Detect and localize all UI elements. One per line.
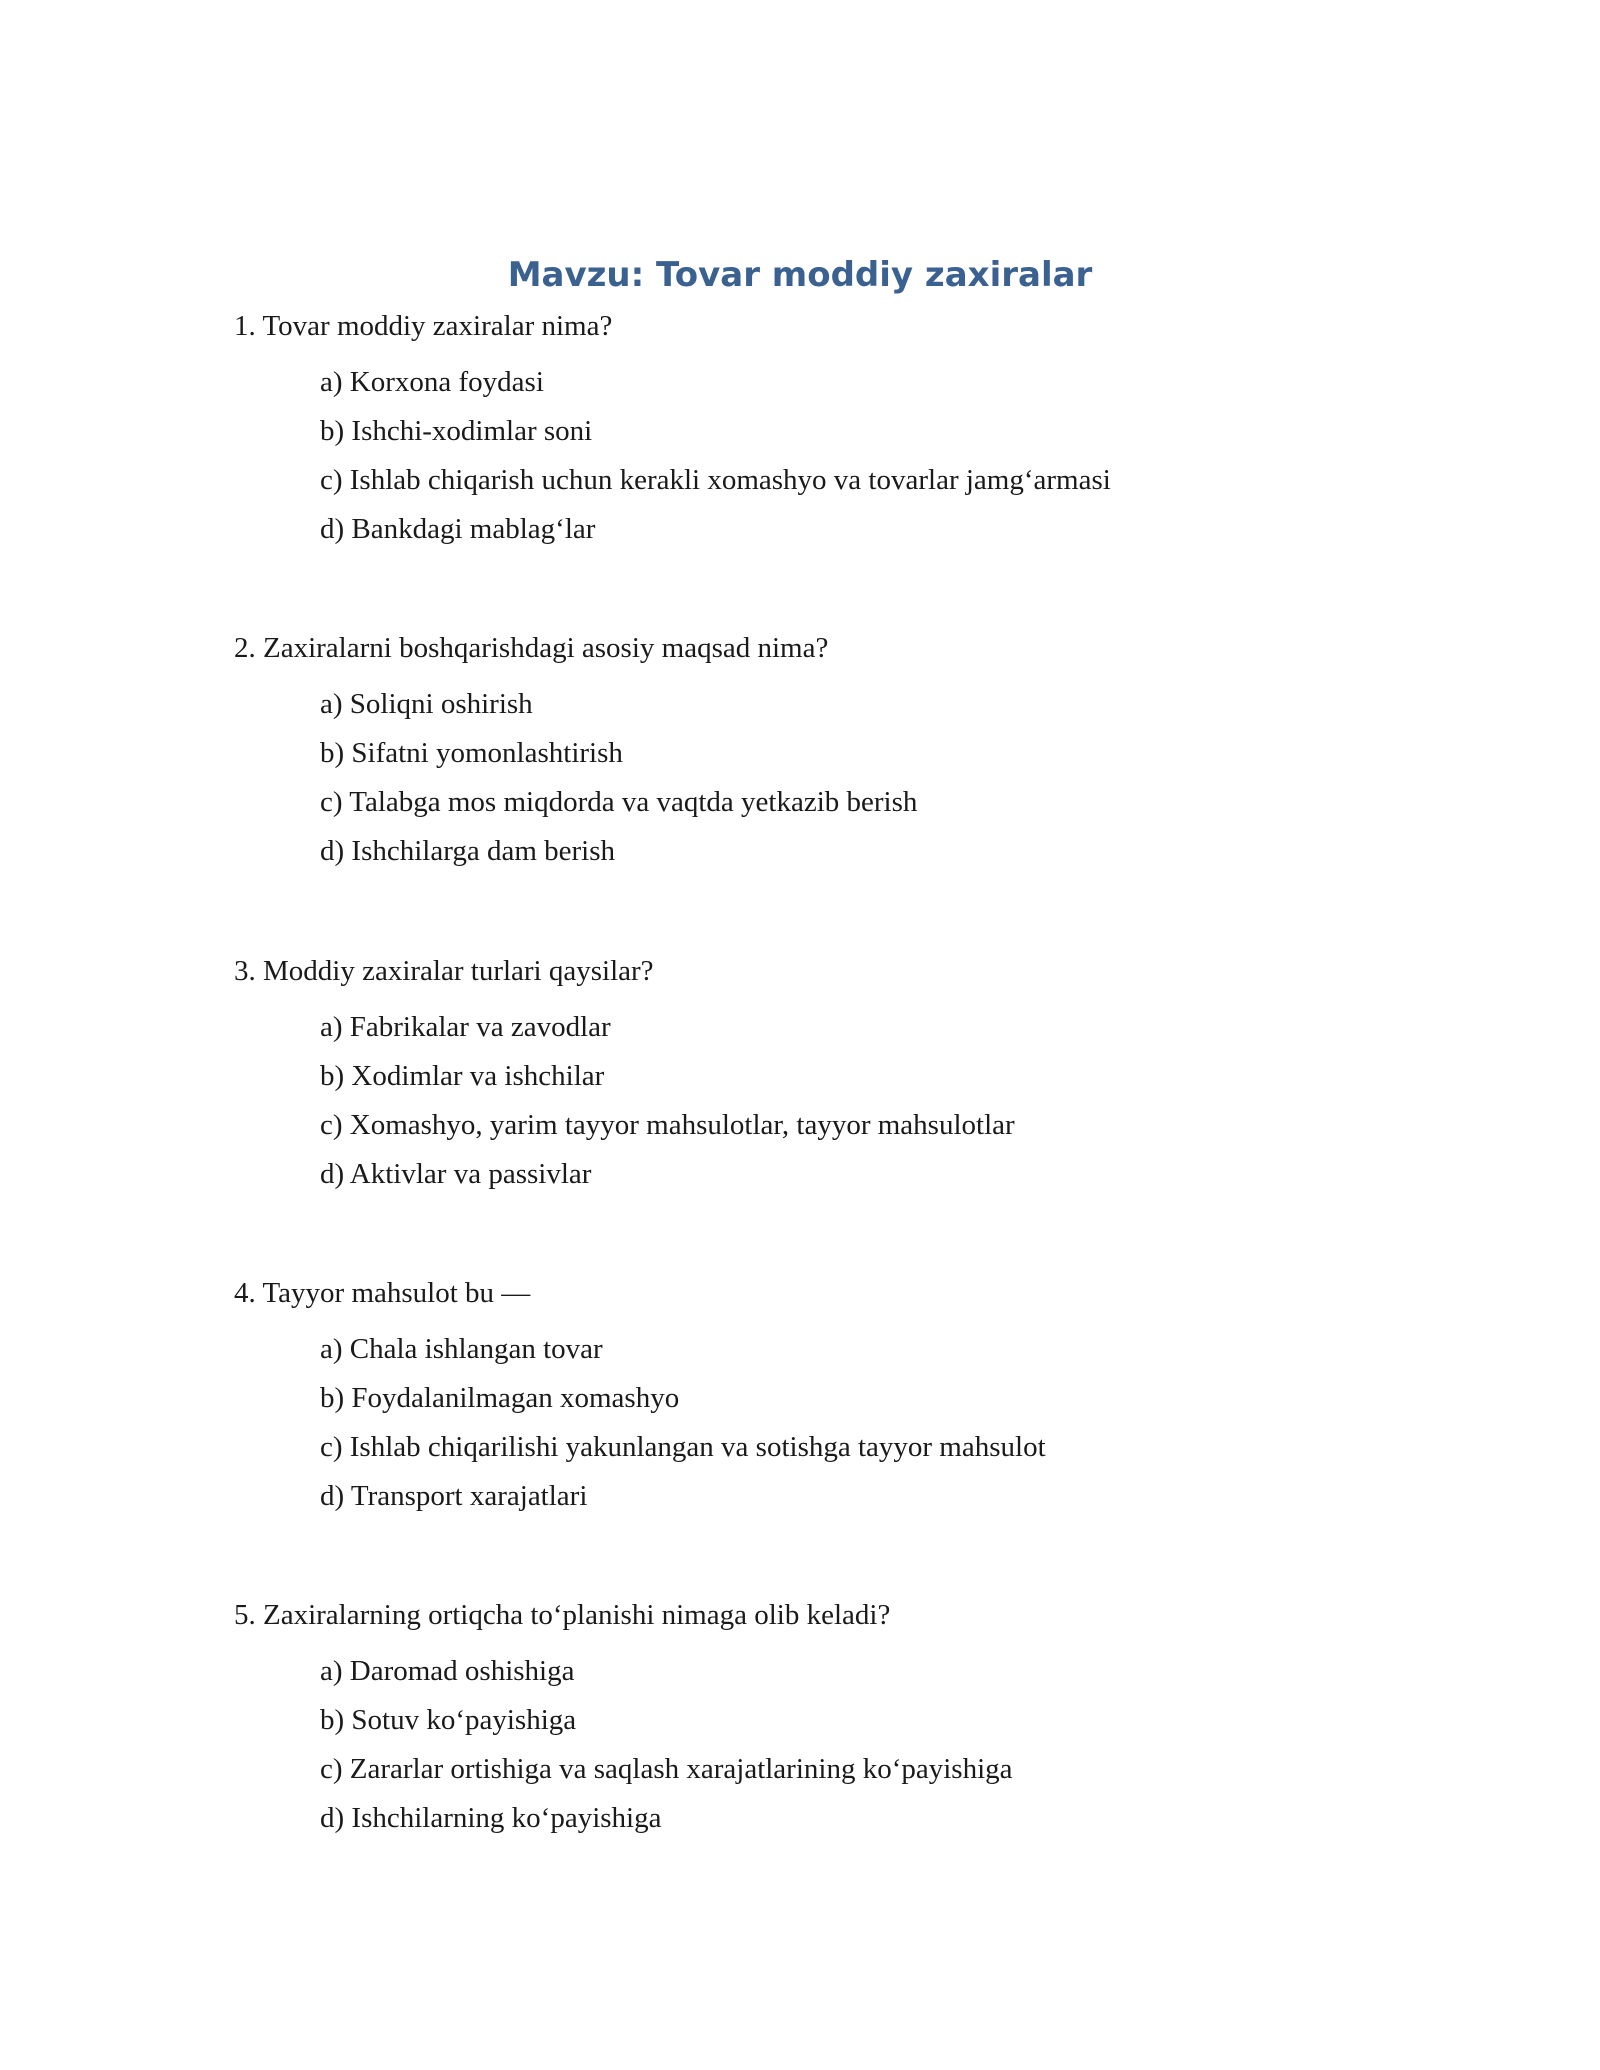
option-b: b) Xodimlar va ishchilar xyxy=(320,1060,605,1092)
option-d: d) Ishchilarning ko‘payishiga xyxy=(320,1802,662,1834)
document-title: Mavzu: Tovar moddiy zaxiralar xyxy=(507,255,1093,295)
question-text: 5. Zaxiralarning ortiqcha to‘planishi nimaga olib keladi? xyxy=(234,1599,891,1631)
options-list xyxy=(234,1651,1434,1847)
option-c: c) Talabga mos miqdorda va vaqtda yetkazib berish xyxy=(320,786,918,818)
option-c: c) Zararlar ortishiga va saqlash xarajatlarining ko‘payishiga xyxy=(320,1753,1013,1785)
options-list xyxy=(234,1329,1434,1525)
option-b: b) Sifatni yomonlashtirish xyxy=(320,737,623,769)
question-text: 4. Tayyor mahsulot bu — xyxy=(234,1277,531,1309)
option-a: a) Soliqni oshirish xyxy=(320,688,533,720)
option-d: d) Bankdagi mablag‘lar xyxy=(320,513,596,545)
option-a: a) Korxona foydasi xyxy=(320,366,544,398)
question-text: 2. Zaxiralarni boshqarishdagi asosiy maqsad nima? xyxy=(234,632,829,664)
option-b: b) Sotuv ko‘payishiga xyxy=(320,1704,577,1736)
option-c: c) Xomashyo, yarim tayyor mahsulotlar, tayyor mahsulotlar xyxy=(320,1109,1015,1141)
options-list xyxy=(234,362,1434,558)
question-5 xyxy=(234,1595,1434,1847)
option-d: d) Aktivlar va passivlar xyxy=(320,1158,592,1190)
option-d: d) Ishchilarga dam berish xyxy=(320,835,616,867)
option-b: b) Ishchi-xodimlar soni xyxy=(320,415,593,447)
option-d: d) Transport xarajatlari xyxy=(320,1480,588,1512)
question-3 xyxy=(234,951,1434,1203)
option-b: b) Foydalanilmagan xomashyo xyxy=(320,1382,680,1414)
option-a: a) Chala ishlangan tovar xyxy=(320,1333,603,1365)
question-1 xyxy=(234,306,1434,558)
options-list xyxy=(234,1007,1434,1203)
question-text: 3. Moddiy zaxiralar turlari qaysilar? xyxy=(234,955,654,987)
question-text: 1. Tovar moddiy zaxiralar nima? xyxy=(234,310,613,342)
option-c: c) Ishlab chiqarilishi yakunlangan va sotishga tayyor mahsulot xyxy=(320,1431,1046,1463)
option-a: a) Fabrikalar va zavodlar xyxy=(320,1011,611,1043)
option-c: c) Ishlab chiqarish uchun kerakli xomashyo va tovarlar jamg‘armasi xyxy=(320,464,1111,496)
question-4 xyxy=(234,1273,1434,1525)
options-list xyxy=(234,684,1434,880)
question-2 xyxy=(234,628,1434,880)
option-a: a) Daromad oshishiga xyxy=(320,1655,575,1687)
